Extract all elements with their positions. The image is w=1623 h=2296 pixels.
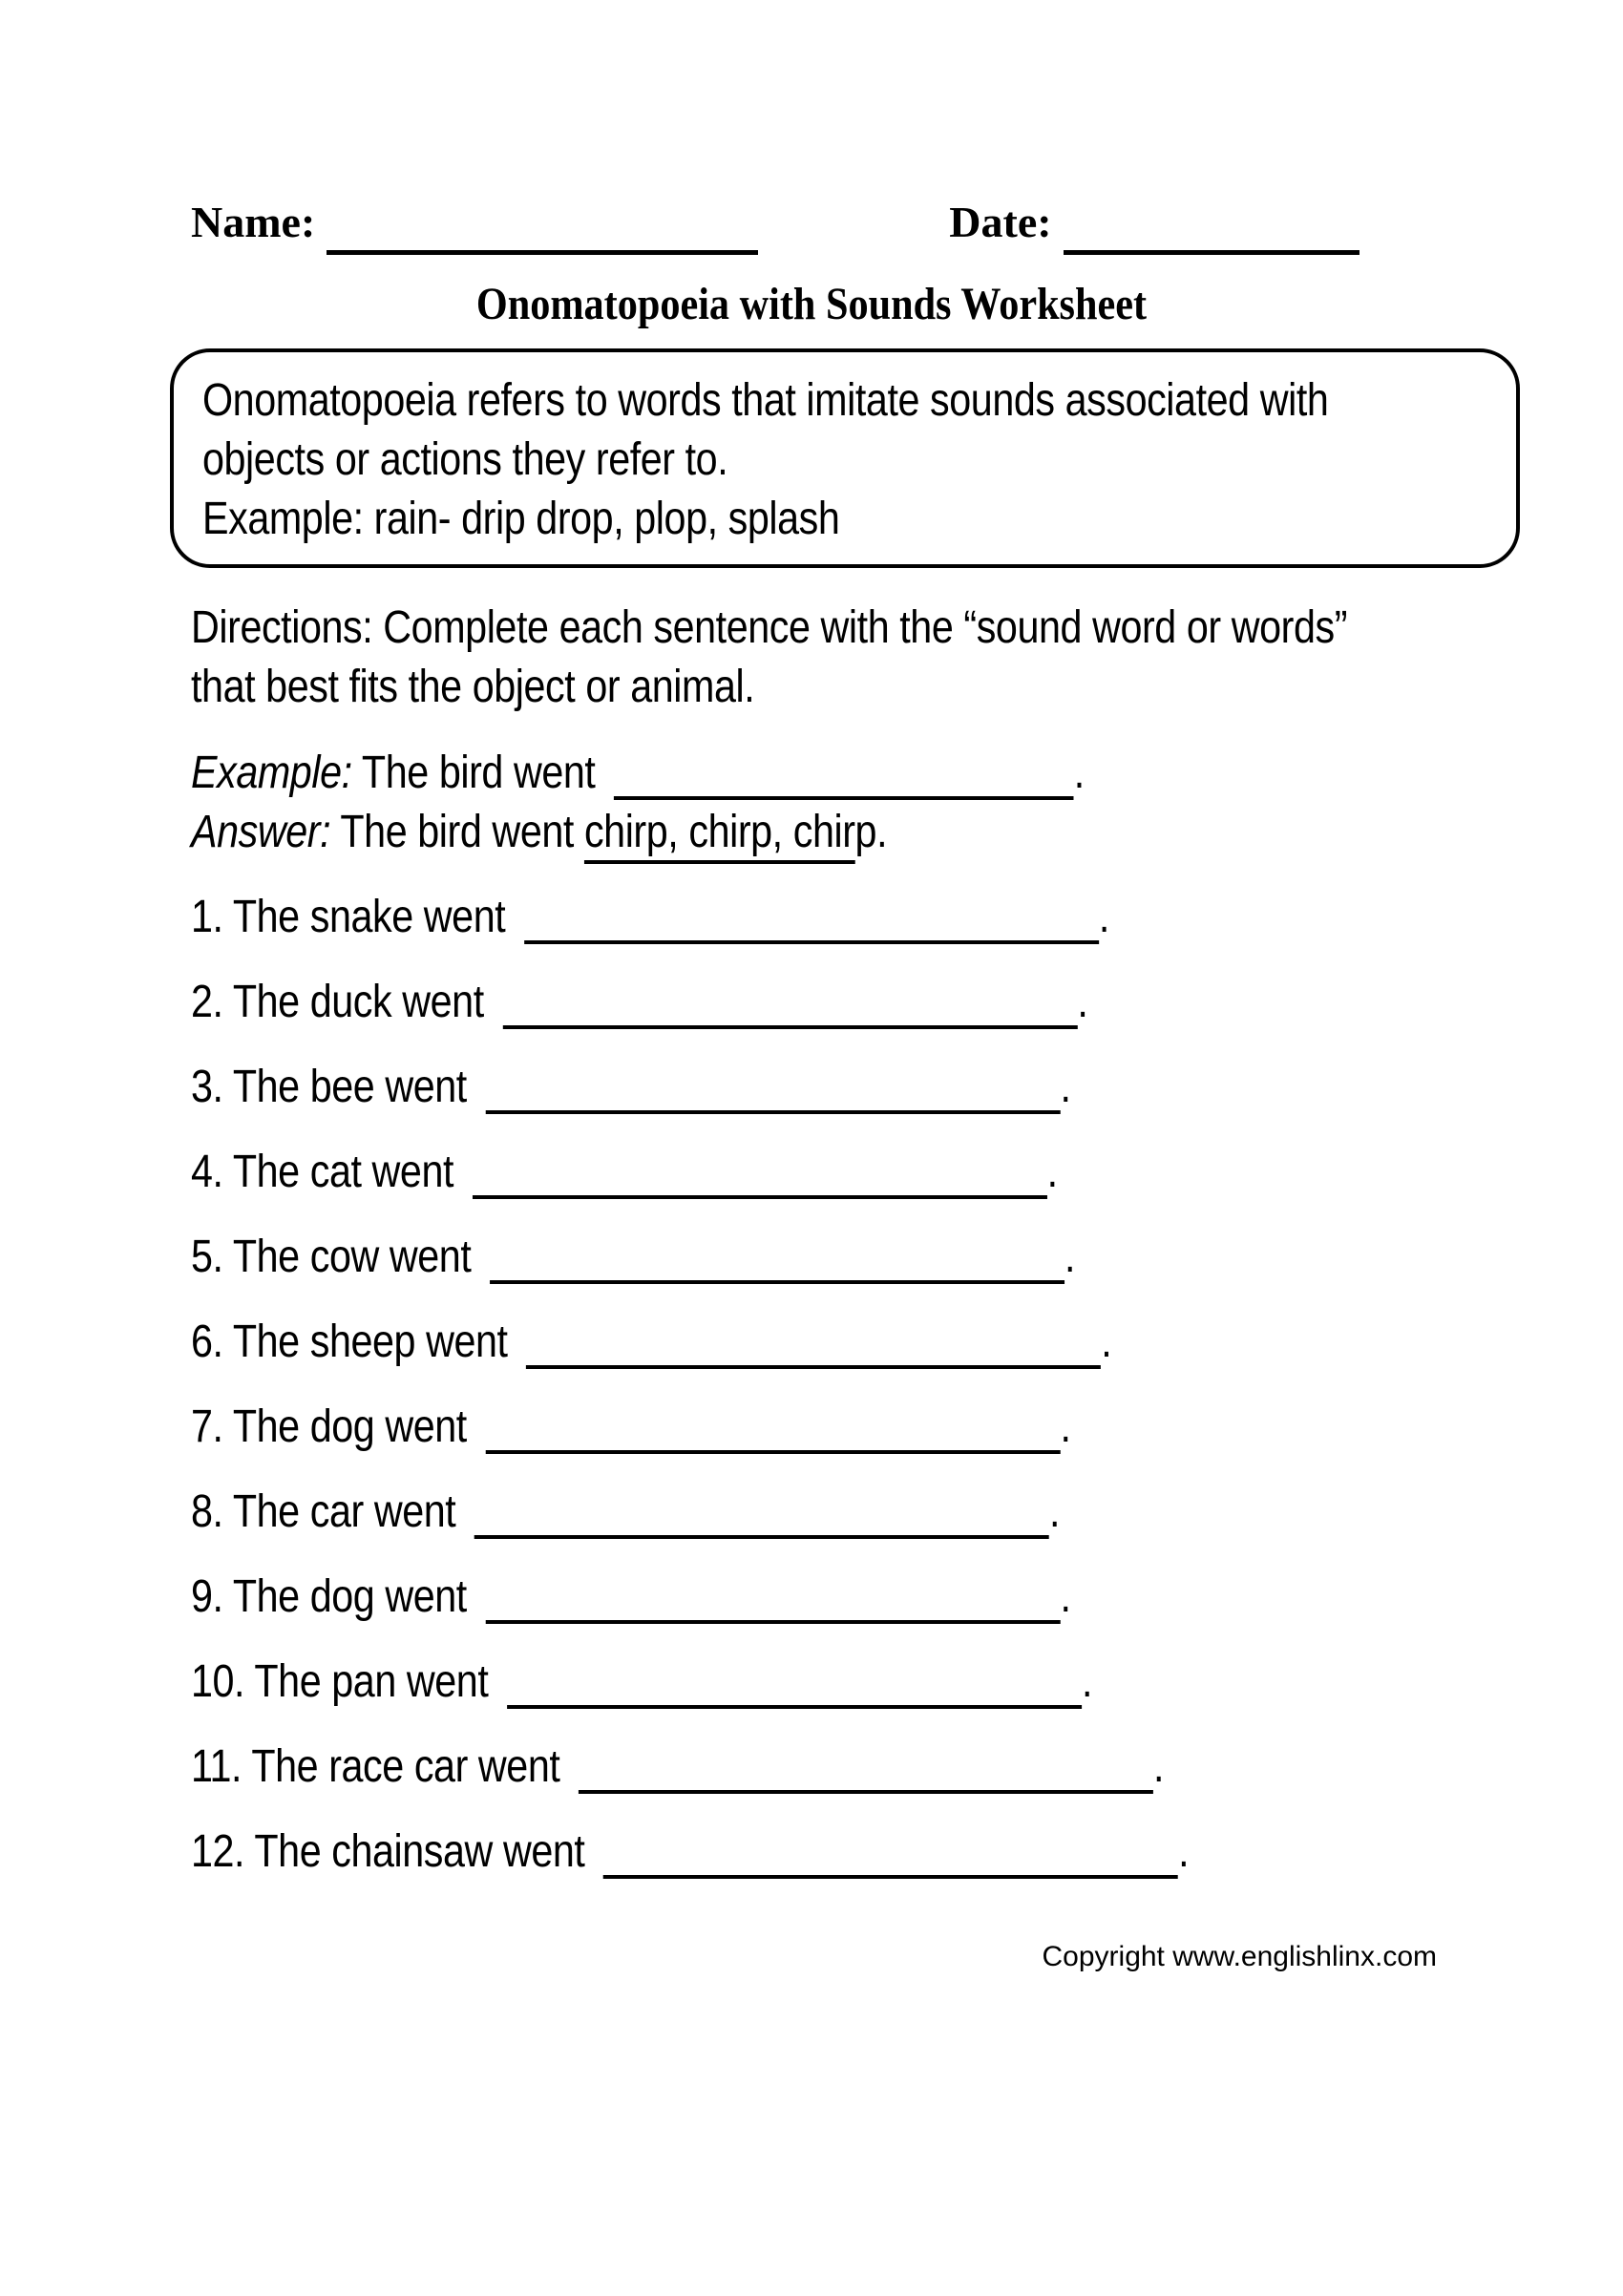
question-text: The chainsaw went xyxy=(254,1826,585,1877)
example-label: Example: xyxy=(191,748,352,798)
name-field xyxy=(191,196,758,249)
answer-blank-line xyxy=(603,1875,1178,1879)
answer-tail: p. xyxy=(854,807,888,857)
definition-line-1: Onomatopoeia refers to words that imitate sounds associated with xyxy=(202,375,1329,426)
answer-blank-line xyxy=(579,1790,1153,1794)
question-text: The dog went xyxy=(232,1571,467,1622)
answer-blank-line xyxy=(490,1280,1064,1284)
question-row xyxy=(191,976,1623,1029)
question-period: . xyxy=(1048,1486,1061,1537)
question-row xyxy=(191,1061,1623,1114)
answer-blank-line xyxy=(473,1195,1047,1199)
question-row xyxy=(191,1231,1623,1284)
question-row xyxy=(191,1570,1623,1624)
question-text: The sheep went xyxy=(232,1317,508,1367)
question-row xyxy=(191,1485,1623,1539)
example-text: The bird went xyxy=(361,748,596,798)
directions-line-1: Directions: Complete each sentence with the “sound word or words” xyxy=(191,602,1348,653)
question-text: The cow went xyxy=(232,1232,472,1282)
definition-example-line: Example: rain- drip drop, plop, splash xyxy=(202,494,840,544)
question-text: The dog went xyxy=(232,1401,467,1452)
definition-box xyxy=(170,348,1520,568)
example-row xyxy=(191,744,1623,803)
header xyxy=(191,196,1623,249)
question-period: . xyxy=(1098,892,1109,942)
question-period: . xyxy=(1101,1317,1112,1367)
example-period: . xyxy=(1073,748,1085,798)
page-title-text: Onomatopoeia with Sounds Worksheet xyxy=(475,279,1148,329)
question-row xyxy=(191,891,1623,944)
question-number: 11. xyxy=(191,1741,242,1792)
answer-blank-line xyxy=(485,1450,1060,1454)
name-label: Name: xyxy=(191,198,316,246)
question-number: 6. xyxy=(191,1317,223,1367)
question-text: The snake went xyxy=(232,892,506,942)
example-blank-line xyxy=(614,796,1074,800)
answer-blank-line xyxy=(485,1620,1060,1624)
copyright-text: Copyright www.englishlinx.com xyxy=(1042,1941,1437,1972)
question-period: . xyxy=(1046,1147,1058,1197)
question-text: The race car went xyxy=(251,1741,560,1792)
question-number: 12. xyxy=(191,1826,245,1877)
question-number: 3. xyxy=(191,1062,223,1112)
directions-line-2: that best fits the object or animal. xyxy=(191,662,755,712)
question-text: The cat went xyxy=(232,1147,454,1197)
answer-row xyxy=(191,803,1623,862)
question-number: 2. xyxy=(191,977,223,1027)
page-title xyxy=(0,278,1623,331)
question-row xyxy=(191,1740,1623,1794)
question-number: 9. xyxy=(191,1571,223,1622)
directions xyxy=(191,599,1623,717)
question-period: . xyxy=(1064,1232,1076,1282)
question-number: 1. xyxy=(191,892,223,942)
answer-blank-line xyxy=(502,1025,1077,1029)
question-row xyxy=(191,1825,1623,1879)
question-number: 5. xyxy=(191,1232,223,1282)
question-row xyxy=(191,1316,1623,1369)
answer-blank-line xyxy=(526,1365,1101,1369)
answer-blank-line xyxy=(485,1110,1060,1114)
question-period: . xyxy=(1153,1741,1165,1792)
answer-blank-line xyxy=(524,940,1099,944)
footer xyxy=(0,1940,1623,1974)
question-row xyxy=(191,1146,1623,1199)
question-number: 8. xyxy=(191,1486,223,1537)
question-text: The bee went xyxy=(232,1062,467,1112)
answer-label: Answer: xyxy=(191,807,331,857)
question-row xyxy=(191,1401,1623,1454)
answer-blank-line xyxy=(474,1535,1049,1539)
question-row xyxy=(191,1655,1623,1709)
question-period: . xyxy=(1060,1401,1071,1452)
question-text: The duck went xyxy=(232,977,484,1027)
name-blank-line xyxy=(327,250,758,255)
question-number: 7. xyxy=(191,1401,223,1452)
question-text: The car went xyxy=(232,1486,456,1537)
questions-list xyxy=(191,891,1623,1879)
answer-underlined-text: chirp, chirp, chir xyxy=(584,807,855,864)
question-period: . xyxy=(1082,1656,1093,1707)
question-period: . xyxy=(1178,1826,1190,1877)
answer-text: The bird went xyxy=(340,807,574,857)
question-text: The pan went xyxy=(254,1656,489,1707)
question-number: 10. xyxy=(191,1656,245,1707)
question-number: 4. xyxy=(191,1147,223,1197)
date-field xyxy=(949,196,1359,249)
question-period: . xyxy=(1060,1062,1071,1112)
question-period: . xyxy=(1060,1571,1071,1622)
question-period: . xyxy=(1077,977,1088,1027)
date-blank-line xyxy=(1064,250,1360,255)
date-label: Date: xyxy=(949,198,1052,246)
answer-blank-line xyxy=(507,1705,1082,1709)
definition-line-2: objects or actions they refer to. xyxy=(202,434,728,485)
